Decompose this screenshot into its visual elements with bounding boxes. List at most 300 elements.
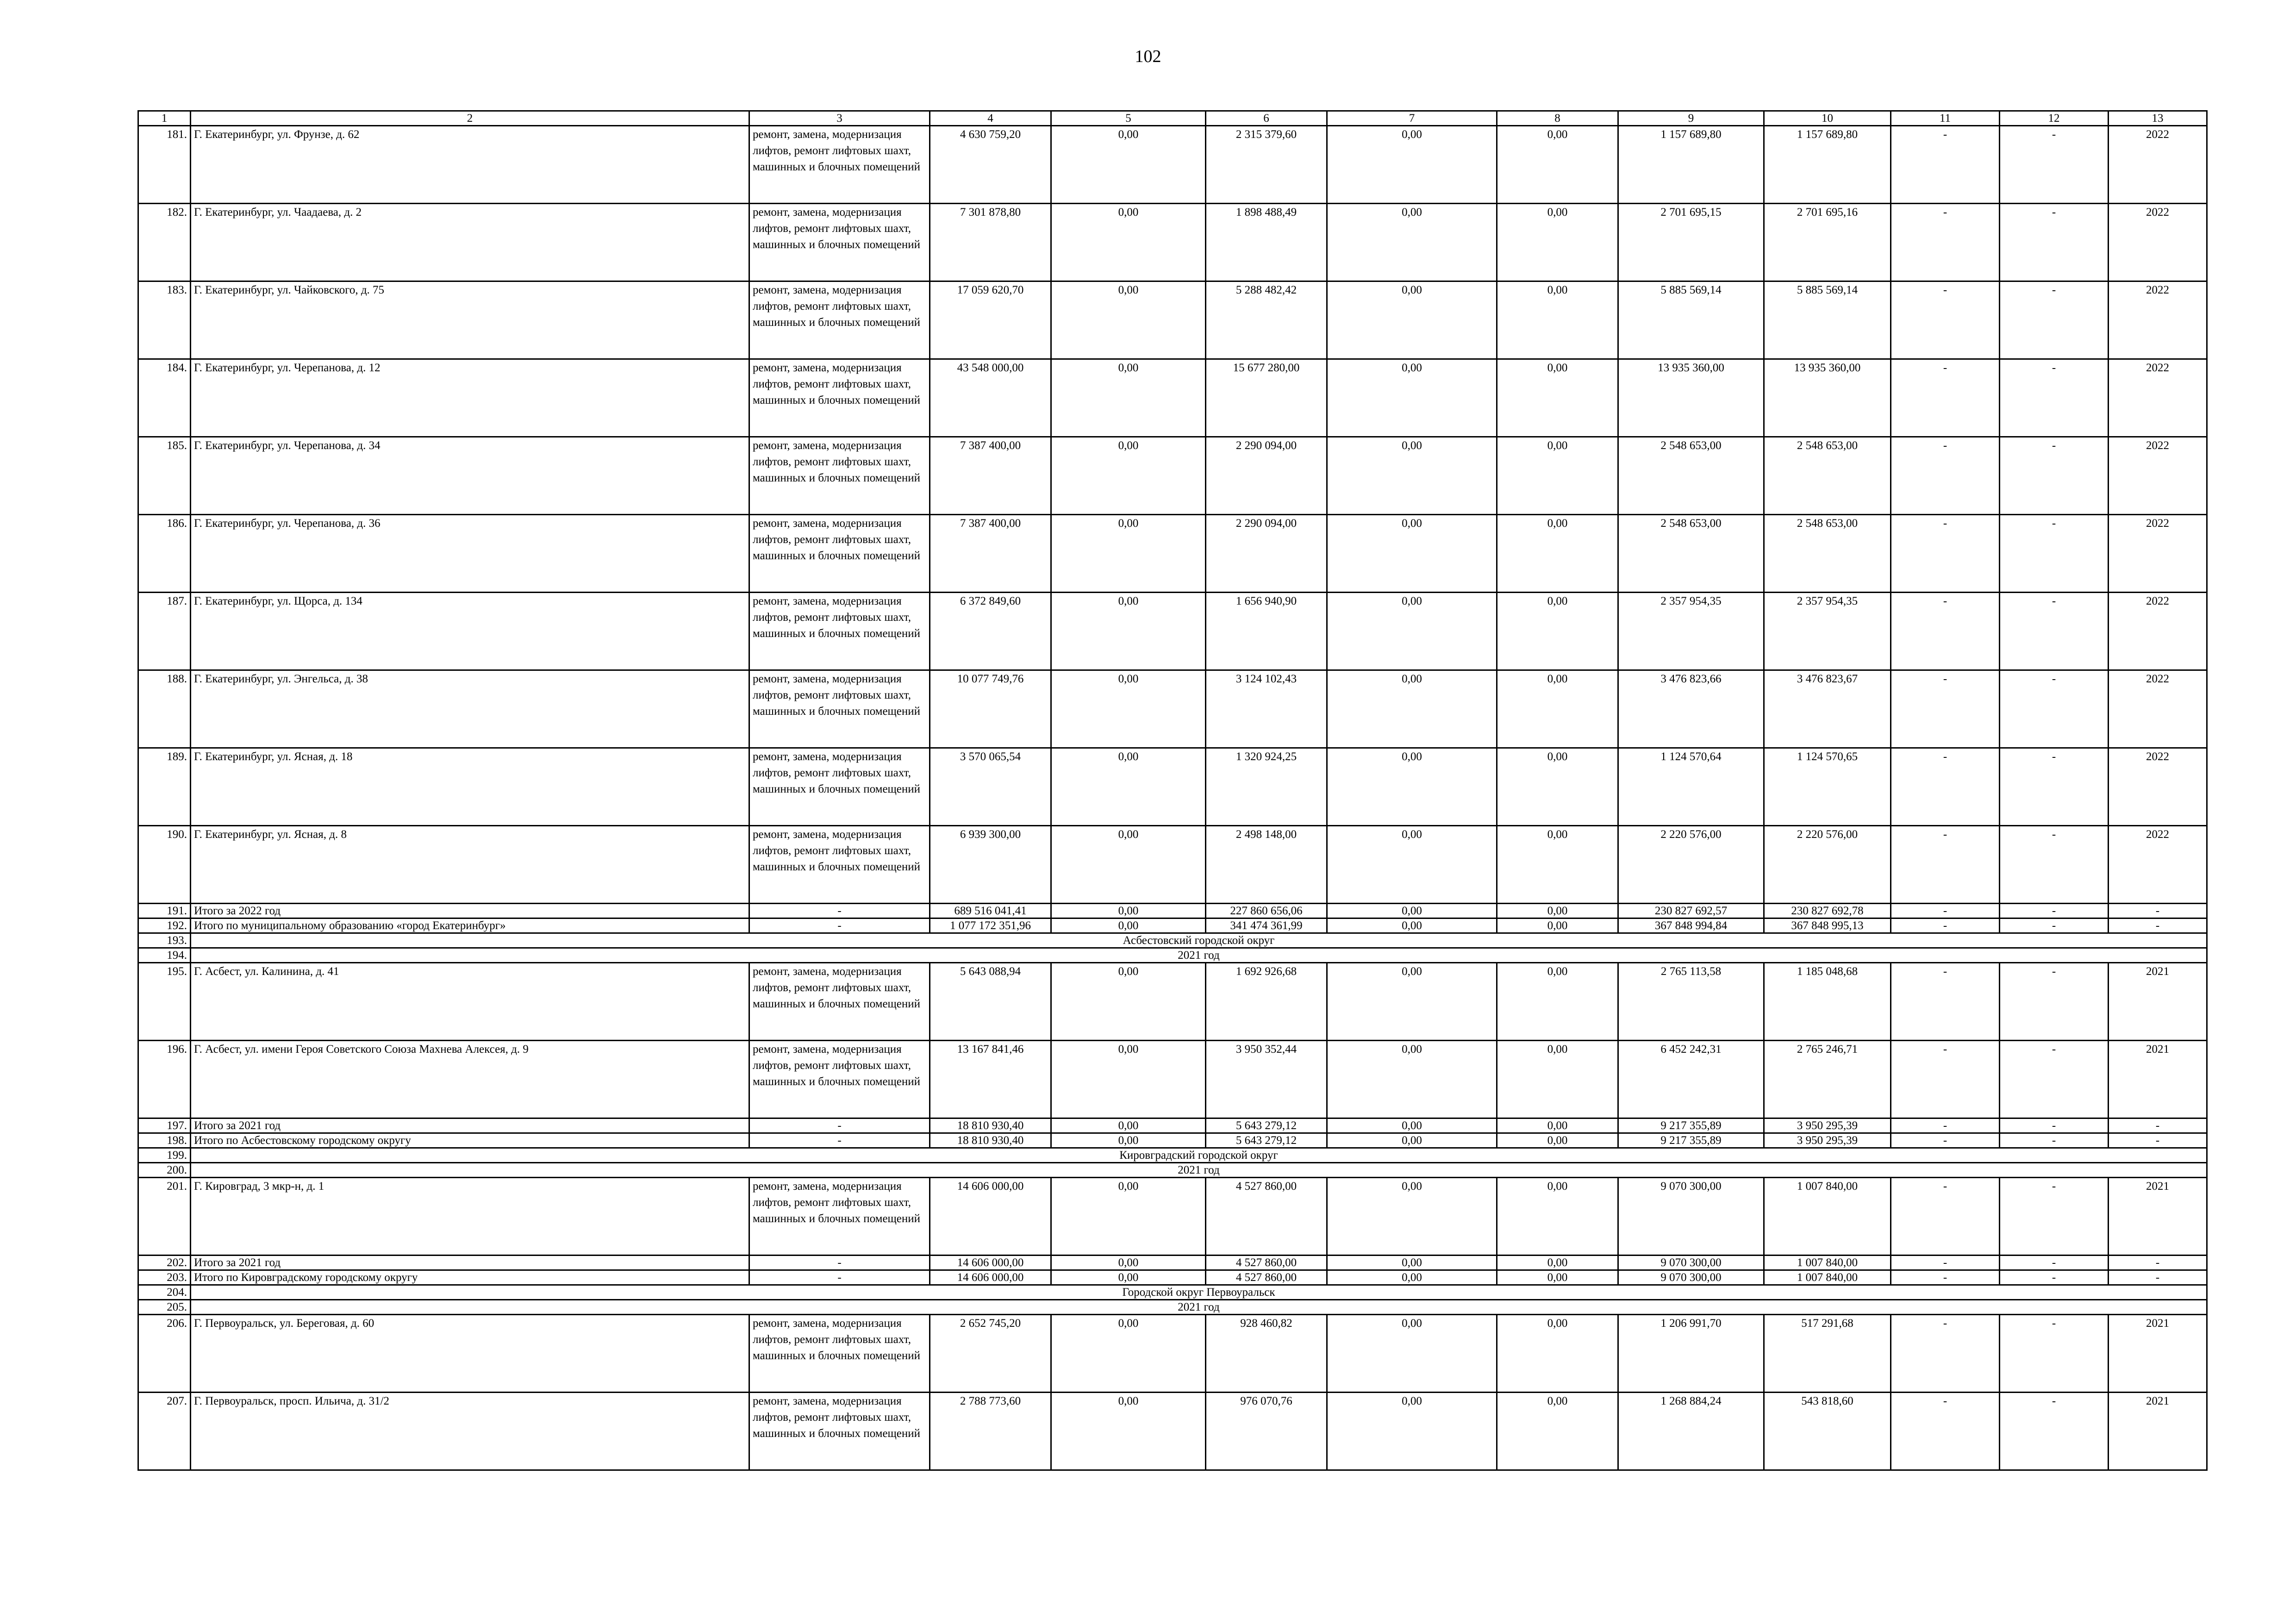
cell-c12: - — [2000, 904, 2109, 918]
cell-c5: 0,00 — [1051, 126, 1206, 204]
cell-c6: 4 527 860,00 — [1206, 1178, 1327, 1255]
cell-c4: 6 939 300,00 — [930, 826, 1051, 904]
row-number: 206. — [138, 1315, 191, 1393]
cell-c10: 2 548 653,00 — [1764, 437, 1891, 515]
cell-c7: 0,00 — [1327, 281, 1497, 359]
cell-c10: 3 476 823,67 — [1764, 670, 1891, 748]
cell-c7: 0,00 — [1327, 918, 1497, 933]
cell-c9: 2 765 113,58 — [1618, 963, 1764, 1041]
cell-c4: 2 788 773,60 — [930, 1393, 1051, 1470]
cell-c10: 1 157 689,80 — [1764, 126, 1891, 204]
cell-c12: - — [2000, 670, 2109, 748]
cell-c5: 0,00 — [1051, 204, 1206, 281]
cell-c10: 1 124 570,65 — [1764, 748, 1891, 826]
cell-c6: 1 692 926,68 — [1206, 963, 1327, 1041]
total-label: Итого за 2022 год — [191, 904, 749, 918]
cell-c9: 6 452 242,31 — [1618, 1041, 1764, 1118]
table-row — [138, 126, 2207, 204]
cell-c8: 0,00 — [1497, 515, 1618, 593]
cell-c7: 0,00 — [1327, 1255, 1497, 1270]
cell-c6: 341 474 361,99 — [1206, 918, 1327, 933]
cell-c4: 689 516 041,41 — [930, 904, 1051, 918]
row-number: 187. — [138, 593, 191, 670]
cell-c3: ремонт, замена, модернизация лифтов, ремонт лифтовых шахт, машинных и блочных помещений — [749, 963, 930, 1041]
cell-c10: 3 950 295,39 — [1764, 1133, 1891, 1148]
total-row — [138, 1118, 2207, 1133]
cell-c4: 1 077 172 351,96 — [930, 918, 1051, 933]
cell-c12: - — [2000, 748, 2109, 826]
cell-c9: 2 548 653,00 — [1618, 515, 1764, 593]
row-number: 190. — [138, 826, 191, 904]
cell-c10: 1 007 840,00 — [1764, 1270, 1891, 1285]
table-row — [138, 515, 2207, 593]
cell-c12: - — [2000, 1118, 2109, 1133]
cell-c11: - — [1891, 1178, 2000, 1255]
cell-c3: - — [749, 1133, 930, 1148]
table-row — [138, 826, 2207, 904]
cell-c13: - — [2109, 1255, 2207, 1270]
cell-c12: - — [2000, 204, 2109, 281]
cell-c13: 2022 — [2109, 748, 2207, 826]
cell-c12: - — [2000, 963, 2109, 1041]
address-cell: Г. Екатеринбург, ул. Ясная, д. 8 — [191, 826, 749, 904]
cell-c12: - — [2000, 918, 2109, 933]
column-number-4: 4 — [930, 111, 1051, 126]
row-number: 207. — [138, 1393, 191, 1470]
cell-c7: 0,00 — [1327, 670, 1497, 748]
cell-c8: 0,00 — [1497, 1315, 1618, 1393]
cell-c3: ремонт, замена, модернизация лифтов, ремонт лифтовых шахт, машинных и блочных помещений — [749, 1178, 930, 1255]
cell-c9: 2 357 954,35 — [1618, 593, 1764, 670]
address-cell: Г. Екатеринбург, ул. Энгельса, д. 38 — [191, 670, 749, 748]
cell-c7: 0,00 — [1327, 515, 1497, 593]
cell-c9: 9 217 355,89 — [1618, 1118, 1764, 1133]
cell-c11: - — [1891, 1255, 2000, 1270]
cell-c13: 2022 — [2109, 437, 2207, 515]
cell-c8: 0,00 — [1497, 1393, 1618, 1470]
row-number: 184. — [138, 359, 191, 437]
section-title: Кировградский городской округ — [191, 1148, 2207, 1163]
cell-c6: 5 288 482,42 — [1206, 281, 1327, 359]
cell-c11: - — [1891, 1133, 2000, 1148]
column-number-13: 13 — [2109, 111, 2207, 126]
cell-c13: 2022 — [2109, 670, 2207, 748]
column-number-8: 8 — [1497, 111, 1618, 126]
table-row — [138, 593, 2207, 670]
cell-c11: - — [1891, 1393, 2000, 1470]
cell-c7: 0,00 — [1327, 904, 1497, 918]
cell-c9: 1 206 991,70 — [1618, 1315, 1764, 1393]
cell-c7: 0,00 — [1327, 1118, 1497, 1133]
column-number-3: 3 — [749, 111, 930, 126]
cell-c12: - — [2000, 1393, 2109, 1470]
cell-c13: 2021 — [2109, 963, 2207, 1041]
column-number-5: 5 — [1051, 111, 1206, 126]
row-number: 200. — [138, 1163, 191, 1178]
section-row — [138, 1148, 2207, 1163]
cell-c6: 1 656 940,90 — [1206, 593, 1327, 670]
cell-c6: 5 643 279,12 — [1206, 1133, 1327, 1148]
cell-c3: ремонт, замена, модернизация лифтов, ремонт лифтовых шахт, машинных и блочных помещений — [749, 593, 930, 670]
cell-c11: - — [1891, 515, 2000, 593]
total-label: Итого по Кировградскому городскому округу — [191, 1270, 749, 1285]
cell-c4: 18 810 930,40 — [930, 1133, 1051, 1148]
total-label: Итого за 2021 год — [191, 1255, 749, 1270]
cell-c5: 0,00 — [1051, 1178, 1206, 1255]
cell-c6: 3 124 102,43 — [1206, 670, 1327, 748]
cell-c5: 0,00 — [1051, 963, 1206, 1041]
cell-c12: - — [2000, 826, 2109, 904]
address-cell: Г. Екатеринбург, ул. Черепанова, д. 36 — [191, 515, 749, 593]
row-number: 195. — [138, 963, 191, 1041]
cell-c8: 0,00 — [1497, 1270, 1618, 1285]
cell-c12: - — [2000, 281, 2109, 359]
address-cell: Г. Екатеринбург, ул. Ясная, д. 18 — [191, 748, 749, 826]
cell-c13: 2022 — [2109, 204, 2207, 281]
cell-c4: 14 606 000,00 — [930, 1255, 1051, 1270]
cell-c6: 2 290 094,00 — [1206, 515, 1327, 593]
address-cell: Г. Екатеринбург, ул. Черепанова, д. 12 — [191, 359, 749, 437]
cell-c13: 2022 — [2109, 826, 2207, 904]
row-number: 186. — [138, 515, 191, 593]
cell-c7: 0,00 — [1327, 126, 1497, 204]
cell-c13: 2021 — [2109, 1041, 2207, 1118]
cell-c11: - — [1891, 904, 2000, 918]
row-number: 182. — [138, 204, 191, 281]
cell-c7: 0,00 — [1327, 1270, 1497, 1285]
capital-repair-table — [137, 110, 2208, 1471]
cell-c5: 0,00 — [1051, 359, 1206, 437]
address-cell: Г. Екатеринбург, ул. Щорса, д. 134 — [191, 593, 749, 670]
cell-c4: 5 643 088,94 — [930, 963, 1051, 1041]
column-number-6: 6 — [1206, 111, 1327, 126]
address-cell: Г. Екатеринбург, ул. Чаадаева, д. 2 — [191, 204, 749, 281]
cell-c4: 3 570 065,54 — [930, 748, 1051, 826]
cell-c3: ремонт, замена, модернизация лифтов, ремонт лифтовых шахт, машинных и блочных помещений — [749, 1393, 930, 1470]
section-title: 2021 год — [191, 1300, 2207, 1315]
cell-c4: 43 548 000,00 — [930, 359, 1051, 437]
cell-c11: - — [1891, 918, 2000, 933]
cell-c11: - — [1891, 437, 2000, 515]
cell-c11: - — [1891, 126, 2000, 204]
cell-c11: - — [1891, 1118, 2000, 1133]
cell-c8: 0,00 — [1497, 204, 1618, 281]
total-label: Итого по муниципальному образованию «город Екатеринбург» — [191, 918, 749, 933]
cell-c7: 0,00 — [1327, 1393, 1497, 1470]
cell-c11: - — [1891, 826, 2000, 904]
cell-c5: 0,00 — [1051, 1270, 1206, 1285]
cell-c10: 1 007 840,00 — [1764, 1255, 1891, 1270]
cell-c8: 0,00 — [1497, 281, 1618, 359]
cell-c10: 543 818,60 — [1764, 1393, 1891, 1470]
cell-c10: 2 548 653,00 — [1764, 515, 1891, 593]
cell-c8: 0,00 — [1497, 593, 1618, 670]
column-number-11: 11 — [1891, 111, 2000, 126]
cell-c6: 2 290 094,00 — [1206, 437, 1327, 515]
cell-c12: - — [2000, 1255, 2109, 1270]
cell-c8: 0,00 — [1497, 904, 1618, 918]
cell-c8: 0,00 — [1497, 359, 1618, 437]
cell-c3: - — [749, 1255, 930, 1270]
cell-c6: 1 898 488,49 — [1206, 204, 1327, 281]
cell-c9: 3 476 823,66 — [1618, 670, 1764, 748]
cell-c13: 2022 — [2109, 593, 2207, 670]
cell-c4: 14 606 000,00 — [930, 1178, 1051, 1255]
cell-c10: 517 291,68 — [1764, 1315, 1891, 1393]
cell-c3: - — [749, 1118, 930, 1133]
cell-c7: 0,00 — [1327, 359, 1497, 437]
column-number-row — [138, 111, 2207, 126]
cell-c10: 2 357 954,35 — [1764, 593, 1891, 670]
cell-c6: 227 860 656,06 — [1206, 904, 1327, 918]
cell-c11: - — [1891, 593, 2000, 670]
row-number: 198. — [138, 1133, 191, 1148]
cell-c4: 17 059 620,70 — [930, 281, 1051, 359]
cell-c4: 4 630 759,20 — [930, 126, 1051, 204]
cell-c12: - — [2000, 1315, 2109, 1393]
cell-c9: 2 548 653,00 — [1618, 437, 1764, 515]
cell-c13: 2021 — [2109, 1178, 2207, 1255]
cell-c8: 0,00 — [1497, 963, 1618, 1041]
table-body — [138, 126, 2207, 1470]
cell-c11: - — [1891, 1315, 2000, 1393]
cell-c8: 0,00 — [1497, 126, 1618, 204]
cell-c5: 0,00 — [1051, 826, 1206, 904]
cell-c5: 0,00 — [1051, 1393, 1206, 1470]
section-title: Асбестовский городской округ — [191, 933, 2207, 948]
cell-c10: 2 765 246,71 — [1764, 1041, 1891, 1118]
cell-c7: 0,00 — [1327, 1178, 1497, 1255]
row-number: 185. — [138, 437, 191, 515]
cell-c5: 0,00 — [1051, 593, 1206, 670]
table-row — [138, 748, 2207, 826]
cell-c3: ремонт, замена, модернизация лифтов, ремонт лифтовых шахт, машинных и блочных помещений — [749, 359, 930, 437]
cell-c3: ремонт, замена, модернизация лифтов, ремонт лифтовых шахт, машинных и блочных помещений — [749, 126, 930, 204]
cell-c4: 2 652 745,20 — [930, 1315, 1051, 1393]
address-cell: Г. Екатеринбург, ул. Чайковского, д. 75 — [191, 281, 749, 359]
cell-c8: 0,00 — [1497, 918, 1618, 933]
section-row — [138, 933, 2207, 948]
cell-c11: - — [1891, 281, 2000, 359]
table-row — [138, 1041, 2207, 1118]
cell-c4: 18 810 930,40 — [930, 1118, 1051, 1133]
cell-c9: 1 124 570,64 — [1618, 748, 1764, 826]
cell-c7: 0,00 — [1327, 593, 1497, 670]
cell-c12: - — [2000, 1133, 2109, 1148]
section-title: 2021 год — [191, 948, 2207, 963]
cell-c7: 0,00 — [1327, 204, 1497, 281]
cell-c5: 0,00 — [1051, 437, 1206, 515]
cell-c5: 0,00 — [1051, 670, 1206, 748]
cell-c6: 928 460,82 — [1206, 1315, 1327, 1393]
cell-c8: 0,00 — [1497, 437, 1618, 515]
cell-c8: 0,00 — [1497, 826, 1618, 904]
cell-c10: 5 885 569,14 — [1764, 281, 1891, 359]
cell-c9: 9 070 300,00 — [1618, 1255, 1764, 1270]
cell-c9: 1 157 689,80 — [1618, 126, 1764, 204]
table-row — [138, 1315, 2207, 1393]
cell-c5: 0,00 — [1051, 515, 1206, 593]
column-number-2: 2 — [191, 111, 749, 126]
cell-c13: 2022 — [2109, 281, 2207, 359]
cell-c5: 0,00 — [1051, 904, 1206, 918]
column-number-9: 9 — [1618, 111, 1764, 126]
cell-c7: 0,00 — [1327, 437, 1497, 515]
table-row — [138, 204, 2207, 281]
cell-c10: 13 935 360,00 — [1764, 359, 1891, 437]
cell-c12: - — [2000, 437, 2109, 515]
address-cell: Г. Первоуральск, ул. Береговая, д. 60 — [191, 1315, 749, 1393]
table-row — [138, 1178, 2207, 1255]
cell-c8: 0,00 — [1497, 1041, 1618, 1118]
cell-c7: 0,00 — [1327, 1315, 1497, 1393]
total-row — [138, 918, 2207, 933]
section-row — [138, 948, 2207, 963]
cell-c3: - — [749, 1270, 930, 1285]
cell-c9: 2 220 576,00 — [1618, 826, 1764, 904]
row-number: 196. — [138, 1041, 191, 1118]
section-title: Городской округ Первоуральск — [191, 1285, 2207, 1300]
cell-c12: - — [2000, 126, 2109, 204]
cell-c3: ремонт, замена, модернизация лифтов, ремонт лифтовых шахт, машинных и блочных помещений — [749, 515, 930, 593]
cell-c8: 0,00 — [1497, 670, 1618, 748]
cell-c12: - — [2000, 515, 2109, 593]
cell-c6: 3 950 352,44 — [1206, 1041, 1327, 1118]
cell-c10: 1 185 048,68 — [1764, 963, 1891, 1041]
cell-c11: - — [1891, 359, 2000, 437]
cell-c5: 0,00 — [1051, 281, 1206, 359]
cell-c4: 14 606 000,00 — [930, 1270, 1051, 1285]
cell-c5: 0,00 — [1051, 1315, 1206, 1393]
cell-c5: 0,00 — [1051, 1041, 1206, 1118]
cell-c6: 976 070,76 — [1206, 1393, 1327, 1470]
cell-c3: ремонт, замена, модернизация лифтов, ремонт лифтовых шахт, машинных и блочных помещений — [749, 826, 930, 904]
cell-c13: 2021 — [2109, 1315, 2207, 1393]
cell-c3: - — [749, 918, 930, 933]
cell-c3: ремонт, замена, модернизация лифтов, ремонт лифтовых шахт, машинных и блочных помещений — [749, 670, 930, 748]
row-number: 181. — [138, 126, 191, 204]
section-row — [138, 1285, 2207, 1300]
cell-c5: 0,00 — [1051, 918, 1206, 933]
cell-c10: 2 701 695,16 — [1764, 204, 1891, 281]
cell-c5: 0,00 — [1051, 1133, 1206, 1148]
cell-c8: 0,00 — [1497, 1255, 1618, 1270]
total-label: Итого за 2021 год — [191, 1118, 749, 1133]
cell-c4: 7 387 400,00 — [930, 515, 1051, 593]
total-row — [138, 1270, 2207, 1285]
cell-c9: 367 848 994,84 — [1618, 918, 1764, 933]
cell-c11: - — [1891, 1270, 2000, 1285]
column-number-1: 1 — [138, 111, 191, 126]
cell-c8: 0,00 — [1497, 748, 1618, 826]
cell-c3: ремонт, замена, модернизация лифтов, ремонт лифтовых шахт, машинных и блочных помещений — [749, 748, 930, 826]
cell-c3: - — [749, 904, 930, 918]
cell-c11: - — [1891, 748, 2000, 826]
row-number: 201. — [138, 1178, 191, 1255]
cell-c10: 1 007 840,00 — [1764, 1178, 1891, 1255]
total-label: Итого по Асбестовскому городскому округу — [191, 1133, 749, 1148]
cell-c13: - — [2109, 904, 2207, 918]
cell-c13: - — [2109, 918, 2207, 933]
row-number: 189. — [138, 748, 191, 826]
table-row — [138, 670, 2207, 748]
cell-c9: 1 268 884,24 — [1618, 1393, 1764, 1470]
cell-c5: 0,00 — [1051, 748, 1206, 826]
cell-c13: - — [2109, 1133, 2207, 1148]
address-cell: Г. Асбест, ул. имени Героя Советского Союза Махнева Алексея, д. 9 — [191, 1041, 749, 1118]
cell-c8: 0,00 — [1497, 1118, 1618, 1133]
cell-c10: 230 827 692,78 — [1764, 904, 1891, 918]
cell-c9: 5 885 569,14 — [1618, 281, 1764, 359]
cell-c12: - — [2000, 593, 2109, 670]
row-number: 193. — [138, 933, 191, 948]
cell-c7: 0,00 — [1327, 826, 1497, 904]
cell-c3: ремонт, замена, модернизация лифтов, ремонт лифтовых шахт, машинных и блочных помещений — [749, 1041, 930, 1118]
column-number-12: 12 — [2000, 111, 2109, 126]
cell-c10: 367 848 995,13 — [1764, 918, 1891, 933]
cell-c11: - — [1891, 963, 2000, 1041]
address-cell: Г. Первоуральск, просп. Ильича, д. 31/2 — [191, 1393, 749, 1470]
cell-c6: 4 527 860,00 — [1206, 1255, 1327, 1270]
cell-c12: - — [2000, 1270, 2109, 1285]
cell-c6: 15 677 280,00 — [1206, 359, 1327, 437]
row-number: 188. — [138, 670, 191, 748]
cell-c11: - — [1891, 204, 2000, 281]
cell-c12: - — [2000, 359, 2109, 437]
section-row — [138, 1163, 2207, 1178]
cell-c13: 2022 — [2109, 126, 2207, 204]
cell-c3: ремонт, замена, модернизация лифтов, ремонт лифтовых шахт, машинных и блочных помещений — [749, 281, 930, 359]
cell-c4: 13 167 841,46 — [930, 1041, 1051, 1118]
cell-c7: 0,00 — [1327, 748, 1497, 826]
total-row — [138, 1255, 2207, 1270]
table-row — [138, 437, 2207, 515]
cell-c5: 0,00 — [1051, 1118, 1206, 1133]
row-number: 204. — [138, 1285, 191, 1300]
address-cell: Г. Екатеринбург, ул. Черепанова, д. 34 — [191, 437, 749, 515]
row-number: 183. — [138, 281, 191, 359]
row-number: 202. — [138, 1255, 191, 1270]
cell-c6: 1 320 924,25 — [1206, 748, 1327, 826]
cell-c9: 9 217 355,89 — [1618, 1133, 1764, 1148]
cell-c10: 2 220 576,00 — [1764, 826, 1891, 904]
cell-c13: 2022 — [2109, 515, 2207, 593]
row-number: 199. — [138, 1148, 191, 1163]
table-row — [138, 963, 2207, 1041]
section-title: 2021 год — [191, 1163, 2207, 1178]
column-number-10: 10 — [1764, 111, 1891, 126]
cell-c6: 2 315 379,60 — [1206, 126, 1327, 204]
table-row — [138, 281, 2207, 359]
cell-c13: - — [2109, 1270, 2207, 1285]
cell-c6: 5 643 279,12 — [1206, 1118, 1327, 1133]
cell-c4: 7 301 878,80 — [930, 204, 1051, 281]
cell-c6: 2 498 148,00 — [1206, 826, 1327, 904]
address-cell: Г. Асбест, ул. Калинина, д. 41 — [191, 963, 749, 1041]
cell-c5: 0,00 — [1051, 1255, 1206, 1270]
row-number: 197. — [138, 1118, 191, 1133]
address-cell: Г. Екатеринбург, ул. Фрунзе, д. 62 — [191, 126, 749, 204]
cell-c13: 2021 — [2109, 1393, 2207, 1470]
cell-c8: 0,00 — [1497, 1178, 1618, 1255]
row-number: 203. — [138, 1270, 191, 1285]
cell-c9: 230 827 692,57 — [1618, 904, 1764, 918]
column-number-7: 7 — [1327, 111, 1497, 126]
cell-c9: 9 070 300,00 — [1618, 1178, 1764, 1255]
cell-c3: ремонт, замена, модернизация лифтов, ремонт лифтовых шахт, машинных и блочных помещений — [749, 437, 930, 515]
total-row — [138, 1133, 2207, 1148]
cell-c12: - — [2000, 1041, 2109, 1118]
